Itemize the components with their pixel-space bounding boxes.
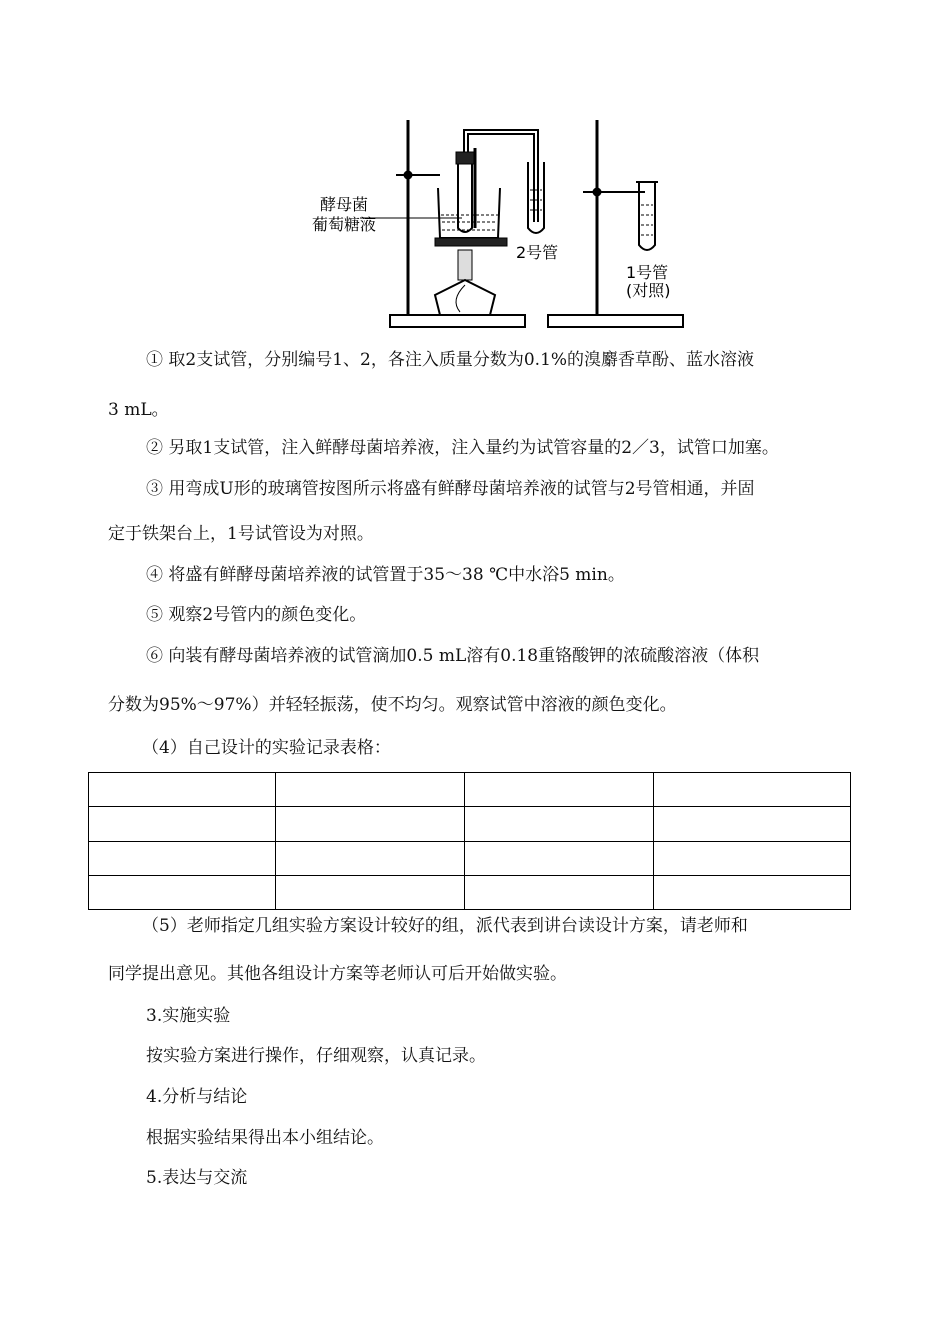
step-3-line-2: 定于铁架台上，1号试管设为对照。 <box>108 524 374 544</box>
text-3: 按实验方案进行操作，仔细观察，认真记录。 <box>146 1046 486 1066</box>
heading-4: 4.分析与结论 <box>146 1087 248 1107</box>
heading-3: 3.实施实验 <box>146 1006 231 1026</box>
table-cell <box>89 773 276 807</box>
table-cell <box>465 773 654 807</box>
step-4: ④ 将盛有鲜酵母菌培养液的试管置于35～38 ℃中水浴5 min。 <box>146 565 625 585</box>
step-5: ⑤ 观察2号管内的颜色变化。 <box>146 605 367 625</box>
step-1-line-2: 3 mL。 <box>108 400 169 420</box>
section-4-heading: （4）自己设计的实验记录表格： <box>142 738 391 758</box>
table-cell <box>276 773 465 807</box>
step-3-line-1: ③ 用弯成U形的玻璃管按图所示将盛有鲜酵母菌培养液的试管与2号管相通，并固 <box>146 479 755 499</box>
table-cell <box>465 807 654 841</box>
table-row <box>89 807 851 841</box>
table-cell <box>276 807 465 841</box>
step-1-line-1: ① 取2支试管，分别编号1、2，各注入质量分数为0.1%的溴麝香草酚、蓝水溶液 <box>146 350 755 370</box>
label-tube-2: 2号管 <box>516 243 559 262</box>
table-cell <box>89 807 276 841</box>
apparatus-figure <box>300 110 700 335</box>
alcohol-lamp <box>435 250 495 315</box>
tube-1 <box>636 182 658 250</box>
table-row <box>89 841 851 875</box>
table-cell <box>654 841 851 875</box>
step-6-line-1: ⑥ 向装有酵母菌培养液的试管滴加0.5 mL溶有0.18重铬酸钾的浓硫酸溶液（体积 <box>146 646 760 666</box>
label-glucose: 葡萄糖液 <box>312 215 377 234</box>
yeast-culture-tube <box>456 148 475 232</box>
text-4: 根据实验结果得出本小组结论。 <box>146 1128 384 1148</box>
label-yeast: 酵母菌 <box>320 195 369 214</box>
heading-5: 5.表达与交流 <box>146 1168 248 1188</box>
step-6-line-2: 分数为95%～97%）并轻轻振荡，使不均匀。观察试管中溶液的颜色变化。 <box>108 695 677 715</box>
table-cell <box>654 773 851 807</box>
table-cell <box>89 875 276 909</box>
table-cell <box>276 875 465 909</box>
tube-2 <box>528 162 544 233</box>
table-cell <box>276 841 465 875</box>
table-row <box>89 875 851 909</box>
label-tube-1: 1号管 <box>626 263 669 282</box>
table-cell <box>89 841 276 875</box>
table-cell <box>465 841 654 875</box>
table-cell <box>654 875 851 909</box>
section-5-line-2: 同学提出意见。其他各组设计方案等老师认可后开始做实验。 <box>108 964 567 984</box>
label-control: (对照) <box>626 281 671 300</box>
table-row <box>89 773 851 807</box>
experiment-record-table <box>88 772 851 910</box>
section-5-line-1: （5）老师指定几组实验方案设计较好的组，派代表到讲台读设计方案，请老师和 <box>142 916 748 936</box>
table-cell <box>654 807 851 841</box>
step-2: ② 另取1支试管，注入鲜酵母菌培养液，注入量约为试管容量的2／3，试管口加塞。 <box>146 438 779 458</box>
table-cell <box>465 875 654 909</box>
